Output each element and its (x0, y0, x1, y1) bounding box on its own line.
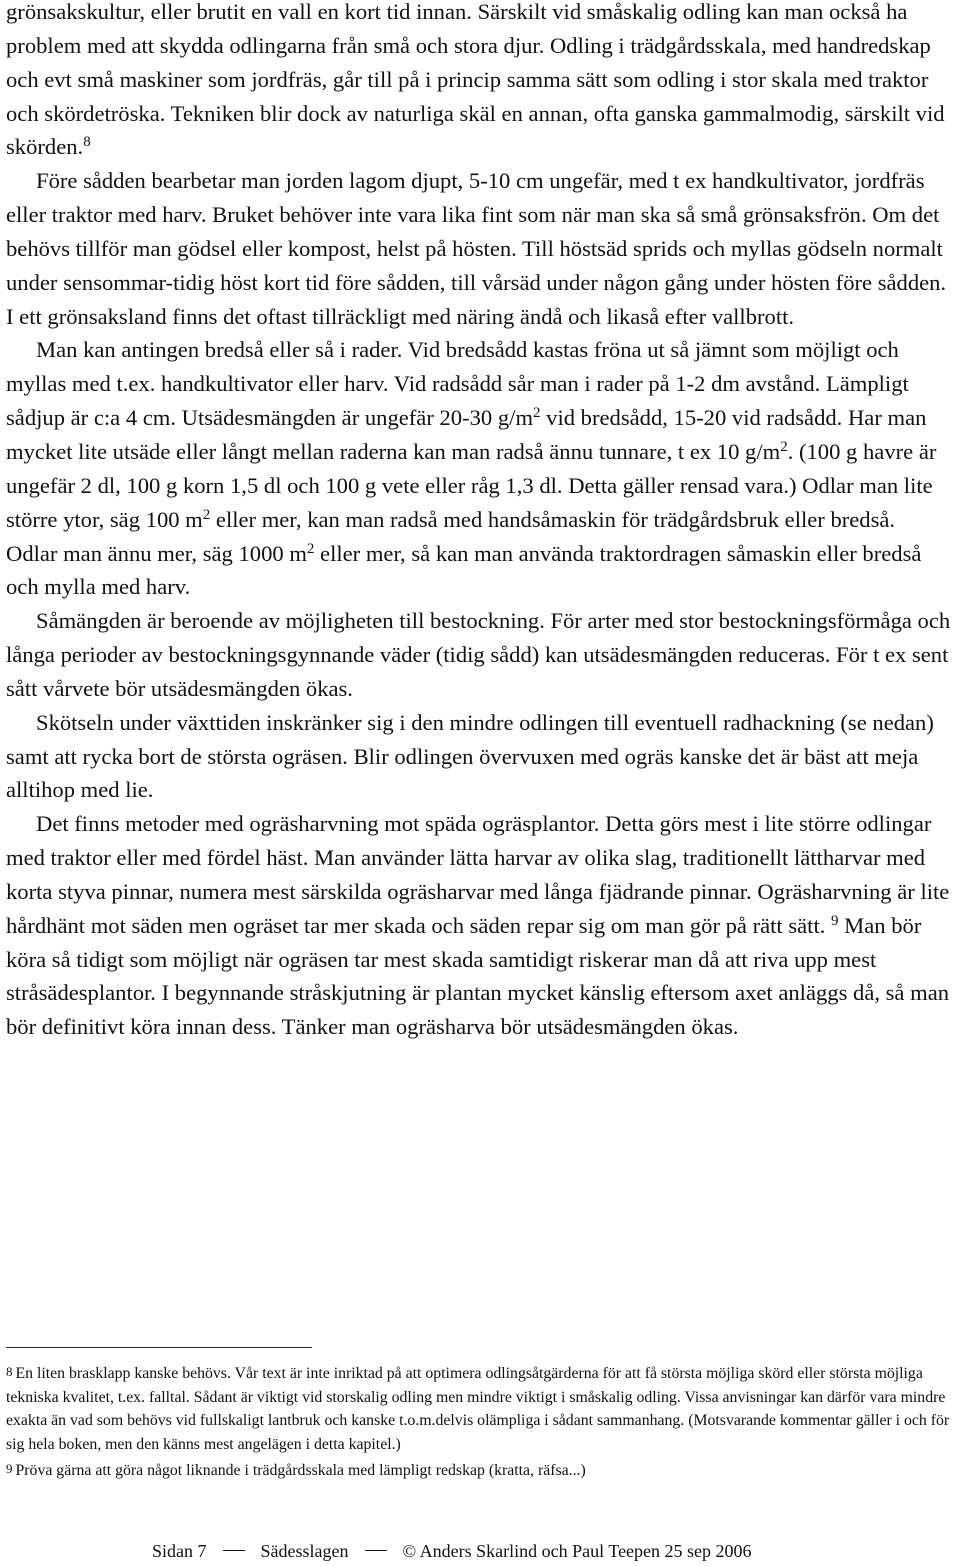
footer-copyright: © Anders Skarlind och Paul Teepen 25 sep 2006 (402, 1541, 752, 1561)
footer-dash (223, 1550, 245, 1551)
paragraph-text: Såmängden är beroende av möjligheten till bestockning. För arter med stor bestockningsförmåga och långa perioder av bestockningsgynnande väder (tidig sådd) kan utsädesmängden reduceras. För t ex sent sått vårvete bör utsädesmängden ökas. (6, 608, 951, 701)
footnote-reference: 2 (306, 540, 315, 557)
footnote (6, 1360, 951, 1457)
footnote-text: Pröva gärna att göra något liknande i trädgårdsskala med lämpligt redskap (kratta, räfsa...) (15, 1461, 586, 1479)
footer-dash (365, 1550, 387, 1551)
footer-page-label: Sidan 7 (152, 1541, 207, 1561)
paragraph-text: Man kan antingen bredså eller så i rader. Vid bredsådd kastas fröna ut så jämnt som möjligt och myllas med t.ex. handkultivator eller harv. Vid radsådd sår man i rader på 1-2 dm avstånd. Lämpligt sådjup är c:a 4 cm. Utsädesmängden är ungefär 20-30 g/m (6, 337, 909, 431)
footnote-number: 9 (6, 1460, 13, 1476)
body-text (6, 0, 951, 1044)
paragraph-text: grönsakskultur, eller brutit en vall en kort tid innan. Särskilt vid småskalig odling kan man också ha problem med att skydda odlingarna från små och stora djur. Odling i trädgårdsskala, med handredskap och evt små maskiner som jordfräs, går till på i princip samma sätt som odling i stor skala med traktor och skördetröska. Tekniken blir dock av naturliga skäl en annan, ofta ganska gammalmodig, särskilt vid skörden. (6, 0, 945, 160)
footnote-reference: 8 (83, 134, 91, 151)
body-paragraph (6, 706, 951, 808)
paragraph-text: Man bör köra så tidigt som möjligt när ogräsen tar mest skada samtidigt riskerar man då att riva upp mest stråsädesplantor. I begynnande stråskjutning är plantan mycket känslig eftersom axet anläggs då, så man bör definitivt köra innan dess. Tänker man ogräsharva bör utsädesmängden ökas. (6, 912, 950, 1040)
body-paragraph (6, 164, 951, 333)
footnote-reference: 2 (533, 405, 541, 422)
body-paragraph (6, 807, 951, 1044)
footnotes (6, 1360, 951, 1483)
body-paragraph (6, 333, 951, 604)
footnote-reference: 2 (202, 506, 211, 523)
footnote (6, 1457, 951, 1483)
footnote-number: 8 (6, 1364, 13, 1379)
paragraph-text: eller mer, så kan man använda traktordragen såmaskin eller bredså och mylla med harv. (6, 540, 922, 600)
body-paragraph (6, 0, 951, 164)
footer-chapter: Sädesslagen (260, 1541, 349, 1561)
paragraph-text: Före sådden bearbetar man jorden lagom djupt, 5-10 cm ungefär, med t ex handkultivator, jordfräs eller traktor med harv. Bruket behöver inte vara lika fint som när man ska så små grönsaksfrön. Om det behövs tillför man gödsel eller kompost, helst på hösten. Till höstsäd sprids och myllas gödseln normalt under sensommar-tidig höst kort tid före sådden, till vårsäd under någon gång under hösten före sådden. I ett grönsaksland finns det oftast tillräckligt med näring ändå och likaså efter vallbrott. (6, 168, 947, 329)
paragraph-text: eller mer, kan man radså med handsåmaskin för trädgårdsbruk eller bredså. Odlar man ännu mer, säg 1000 m (6, 506, 896, 566)
paragraph-text: Skötseln under växttiden inskränker sig i den mindre odlingen till eventuell radhackning (se nedan) samt att rycka bort de största ogräsen. Blir odlingen övervuxen med ogräs kanske det är bäst att meja alltihop med lie. (6, 709, 934, 803)
footnote-separator (6, 1347, 312, 1348)
paragraph-text: . (100 g havre är ungefär 2 dl, 100 g korn 1,5 dl och 100 g vete eller råg 1,3 dl. Detta gäller rensad vara.) Odlar man lite större ytor, säg 100 m (6, 438, 937, 532)
body-paragraph (6, 604, 951, 706)
paragraph-text: vid bredsådd, 15-20 vid radsådd. Har man mycket lite utsäde eller långt mellan raderna kan man radså ännu tunnare, t ex 10 g/m (6, 405, 927, 464)
page-footer (152, 1539, 952, 1563)
footnote-text: En liten brasklapp kanske behövs. Vår text är inte inriktad på att optimera odlingsåtgärderna för att få största möjliga skörd eller största möjliga tekniska kvalitet, t.ex. falltal. Sådant är viktigt vid storskalig odling men mindre viktigt i småskalig odling. Vissa anvisningar kan därför vara mindre exakta än vad som behövs vid fullskaligt lantbruk och kanske t.o.m.delvis olämpliga i sådant sammanhang. (Motsvarande kommentar gäller i och för sig hela boken, men den känns mest angelägen i detta kapitel.) (6, 1365, 950, 1454)
footnote-reference: 2 (780, 438, 788, 455)
footnote-reference: 9 (831, 912, 839, 929)
paragraph-text: Det finns metoder med ogräsharvning mot späda ogräsplantor. Detta görs mest i lite större odlingar med traktor eller med fördel häst. Man använder lätta harvar av olika slag, traditionellt lättharvar med korta styva pinnar, numera mest särskilda ogräsharvar med långa fjädrande pinnar. Ogräsharvning är lite hårdhänt mot säden men ogräset tar mer skada och säden repar sig om man gör på rätt sätt. (6, 811, 950, 938)
